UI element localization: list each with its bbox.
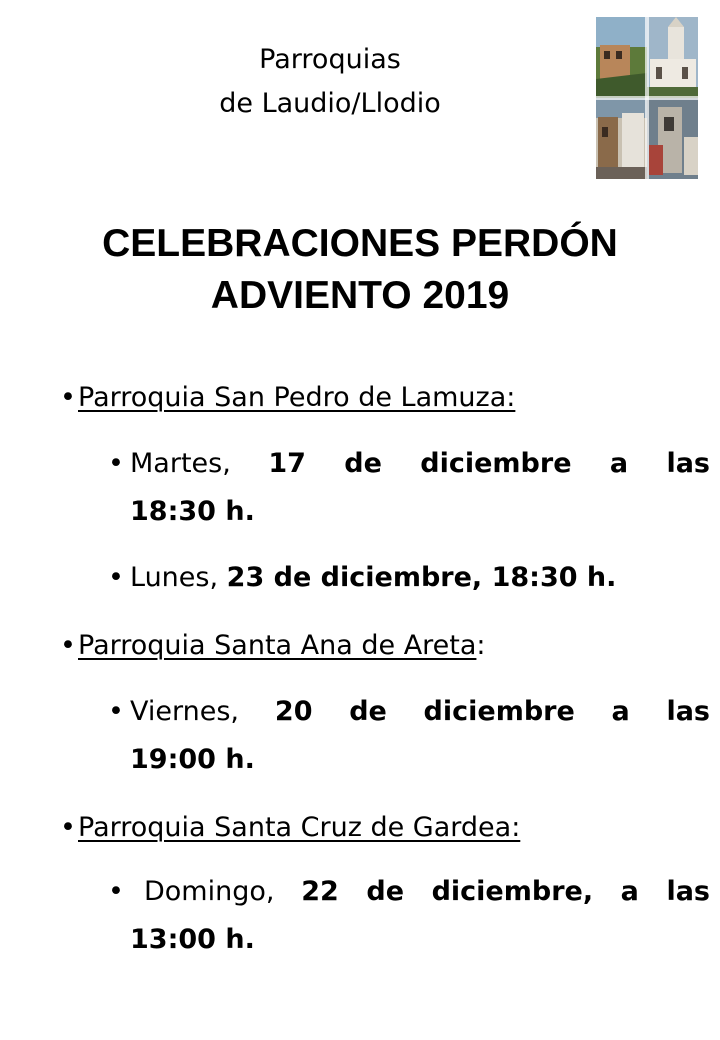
day-label: Martes, xyxy=(130,448,231,479)
bullet: • xyxy=(108,562,124,593)
parish-suffix: : xyxy=(476,630,486,661)
parish-name: Parroquia San Pedro de Lamuza: xyxy=(78,382,516,413)
header xyxy=(180,38,480,126)
parish-san-pedro-heading xyxy=(60,380,515,416)
church-photo-collage xyxy=(596,17,698,179)
parish-santa-cruz-heading xyxy=(60,810,520,846)
schedule-line-1 xyxy=(130,688,710,736)
title-line-1: CELEBRACIONES PERDÓN xyxy=(102,222,618,265)
parish-name: Parroquia Santa Cruz de Gardea: xyxy=(78,812,521,843)
schedule-item xyxy=(108,868,710,964)
date-detail: 20 de diciembre a las xyxy=(274,696,710,727)
day-label: Lunes, xyxy=(130,562,219,593)
schedule-item xyxy=(108,554,710,602)
date-detail: 17 de diciembre a las xyxy=(268,448,710,479)
title-line-2: ADVIENTO 2019 xyxy=(210,274,510,317)
bullet: • xyxy=(60,382,76,413)
date-detail: 23 de diciembre, 18:30 h. xyxy=(226,562,617,593)
day-label: Viernes, xyxy=(130,696,239,727)
time-detail: 18:30 h. xyxy=(130,496,255,527)
schedule-line-2 xyxy=(130,488,710,536)
parish-name: Parroquia Santa Ana de Areta xyxy=(78,630,477,661)
bullet: • xyxy=(60,630,76,661)
parish-santa-ana-heading xyxy=(60,628,486,664)
schedule-line-2 xyxy=(130,916,710,964)
time-detail: 19:00 h. xyxy=(130,744,255,775)
bullet: • xyxy=(108,876,124,907)
bullet: • xyxy=(60,812,76,843)
time-detail: 13:00 h. xyxy=(130,924,255,955)
schedule-item xyxy=(108,688,710,784)
event-title xyxy=(0,218,720,322)
header-line-2: de Laudio/Llodio xyxy=(219,88,441,119)
schedule-line-1 xyxy=(130,554,710,602)
header-line-1: Parroquias xyxy=(259,44,401,75)
day-label: Domingo, xyxy=(144,876,275,907)
date-detail: 22 de diciembre, a las xyxy=(301,876,710,907)
bullet: • xyxy=(108,448,124,479)
schedule-item xyxy=(108,440,710,536)
schedule-line-1 xyxy=(130,868,710,916)
schedule-line-1 xyxy=(130,440,710,488)
schedule-line-2 xyxy=(130,736,710,784)
bullet: • xyxy=(108,696,124,727)
